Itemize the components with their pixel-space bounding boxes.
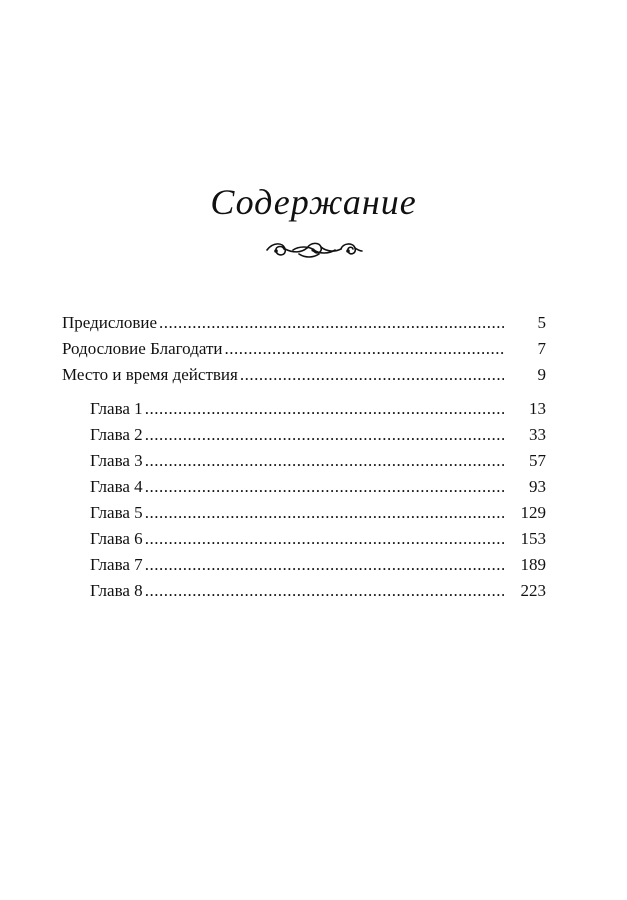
table-of-contents [62, 310, 546, 604]
toc-entry-title: Глава 6 [90, 529, 143, 548]
toc-entry-title: Глава 3 [90, 451, 143, 470]
toc-entry-chapter-7[interactable] [62, 552, 546, 578]
toc-entry-preface[interactable] [62, 310, 546, 336]
dot-leader [145, 448, 504, 474]
toc-page-number: 129 [520, 503, 546, 522]
dot-leader [145, 500, 504, 526]
toc-entry-title: Родословие Благодати [62, 339, 223, 358]
toc-entry-genealogy[interactable] [62, 336, 546, 362]
toc-entry-setting[interactable] [62, 362, 546, 388]
toc-entry-title: Глава 2 [90, 425, 143, 444]
dot-leader [240, 362, 504, 388]
dot-leader [145, 552, 504, 578]
toc-page-number: 7 [537, 339, 546, 358]
dot-leader [145, 526, 504, 552]
dot-leader [159, 310, 504, 336]
toc-entry-chapter-1[interactable] [62, 396, 546, 422]
toc-entry-chapter-8[interactable] [62, 578, 546, 604]
dot-leader [224, 336, 504, 362]
toc-entry-chapter-6[interactable] [62, 526, 546, 552]
toc-entry-title: Глава 4 [90, 477, 143, 496]
toc-page-number: 223 [520, 581, 546, 600]
toc-entry-chapter-5[interactable] [62, 500, 546, 526]
toc-entry-chapter-3[interactable] [62, 448, 546, 474]
toc-page-number: 153 [520, 529, 546, 548]
toc-entry-title: Глава 8 [90, 581, 143, 600]
page-title: Содержание [210, 182, 417, 222]
toc-page-number: 9 [537, 365, 546, 384]
toc-entry-title: Место и время действия [62, 365, 238, 384]
toc-spacer [62, 388, 546, 396]
toc-page-number: 57 [529, 451, 546, 470]
dot-leader [145, 396, 504, 422]
dot-leader [145, 422, 504, 448]
toc-page-number: 5 [537, 313, 546, 332]
toc-page-number: 93 [529, 477, 546, 496]
toc-entry-chapter-4[interactable] [62, 474, 546, 500]
toc-entry-title: Глава 1 [90, 399, 143, 418]
dot-leader [145, 578, 504, 604]
toc-entry-title: Предисловие [62, 313, 158, 332]
toc-page-number: 189 [520, 555, 546, 574]
toc-page-number: 33 [529, 425, 546, 444]
flourish-ornament-icon [263, 236, 365, 262]
dot-leader [145, 474, 504, 500]
toc-page-number: 13 [529, 399, 546, 418]
toc-entry-title: Глава 5 [90, 503, 143, 522]
toc-entry-chapter-2[interactable] [62, 422, 546, 448]
toc-entry-title: Глава 7 [90, 555, 143, 574]
